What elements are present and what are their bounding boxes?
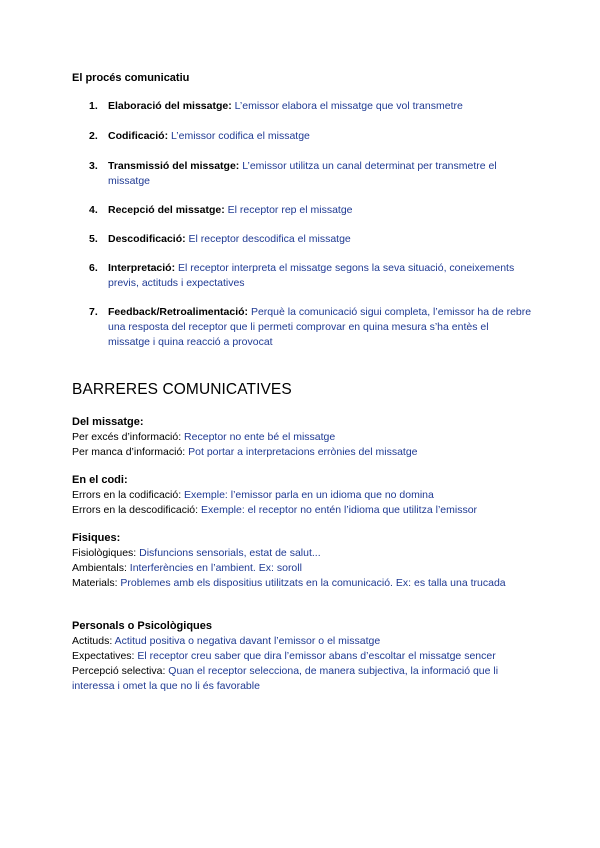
step-number: 2. [89, 130, 98, 142]
barriers-heading: BARRERES COMUNICATIVES [72, 381, 292, 398]
item-label: Errors en la codificació: [72, 489, 182, 501]
list-item [72, 488, 532, 503]
step-label: Transmissió del missatge: [108, 160, 240, 172]
list-item [72, 232, 532, 247]
item-label: Actituds: [72, 635, 113, 647]
step-number: 1. [89, 100, 98, 112]
section-heading: Del missatge: [72, 416, 144, 428]
item-label: Errors en la descodificació: [72, 504, 199, 516]
item-label: Materials: [72, 577, 118, 589]
section-personal [72, 619, 532, 694]
step-text: El receptor interpreta el missatge segons la seva situació, coneixements previs, actituds i expectatives [108, 262, 515, 289]
step-label: Descodificació: [108, 233, 186, 245]
item-text: Actitud positiva o negativa davant l’emissor o el missatge [112, 635, 381, 647]
item-text: Exemple: el receptor no entén l’idioma que utilitza l’emissor [198, 504, 478, 516]
list-item [72, 561, 532, 576]
list-item [72, 159, 532, 189]
section-code [72, 473, 532, 518]
item-label: Percepció selectiva: [72, 665, 166, 677]
list-item [72, 430, 532, 445]
section-physical [72, 531, 532, 591]
item-text: Interferències en l’ambient. Ex: soroll [126, 562, 302, 574]
list-item [72, 305, 532, 350]
section-heading: Personals o Psicològiques [72, 620, 212, 632]
item-text: El receptor creu saber que dira l’emissor abans d’escoltar el missatge sencer [134, 650, 496, 662]
item-text: Problemes amb els dispositius utilitzats en la comunicació. Ex: es talla una trucada [117, 577, 506, 589]
item-label: Per manca d’informació: [72, 446, 186, 458]
step-text: L’emissor codifica el missatge [168, 130, 310, 142]
list-item [72, 261, 532, 291]
step-number: 3. [89, 160, 98, 172]
step-number: 5. [89, 233, 98, 245]
list-item [72, 634, 532, 649]
step-label: Elaboració del missatge: [108, 100, 232, 112]
step-label: Feedback/Retroalimentació: [108, 306, 249, 318]
step-text: L’emissor elabora el missatge que vol transmetre [231, 100, 463, 112]
item-text: Disfuncions sensorials, estat de salut... [136, 547, 321, 559]
step-text: L’emissor utilitza un canal determinat per transmetre el missatge [108, 160, 497, 187]
list-item [72, 503, 532, 518]
step-text: Perquè la comunicació sigui completa, l’emissor ha de rebre una resposta del receptor que li permeti comprovar en quina mesura s’ha entès el missatge i quina reacció a provocat [108, 306, 532, 348]
step-number: 6. [89, 262, 98, 274]
list-item [72, 576, 532, 591]
list-item [72, 129, 532, 144]
section-message [72, 415, 532, 460]
section-heading: En el codi: [72, 474, 128, 486]
item-label: Per excés d’informació: [72, 431, 182, 443]
item-label: Expectatives: [72, 650, 135, 662]
process-steps-list [72, 99, 532, 350]
item-label: Ambientals: [72, 562, 127, 574]
list-item [72, 664, 532, 694]
item-text: Exemple: l’emissor parla en un idioma que no domina [181, 489, 434, 501]
list-item [72, 99, 532, 114]
step-label: Recepció del missatge: [108, 204, 225, 216]
step-number: 7. [89, 306, 98, 318]
step-number: 4. [89, 204, 98, 216]
item-text: Quan el receptor selecciona, de manera subjectiva, la informació que li interessa i omet la que no li és favorable [72, 665, 499, 692]
step-label: Interpretació: [108, 262, 176, 274]
list-item [72, 445, 532, 460]
item-text: Pot portar a interpretacions errònies del missatge [185, 446, 418, 458]
page-title: El procés comunicatiu [72, 72, 190, 84]
step-label: Codificació: [108, 130, 169, 142]
item-text: Receptor no ente bé el missatge [181, 431, 336, 443]
list-item [72, 203, 532, 218]
section-heading: Fisiques: [72, 532, 121, 544]
list-item [72, 649, 532, 664]
step-text: El receptor descodifica el missatge [185, 233, 351, 245]
step-text: El receptor rep el missatge [224, 204, 353, 216]
list-item [72, 546, 532, 561]
item-label: Fisiològiques: [72, 547, 137, 559]
